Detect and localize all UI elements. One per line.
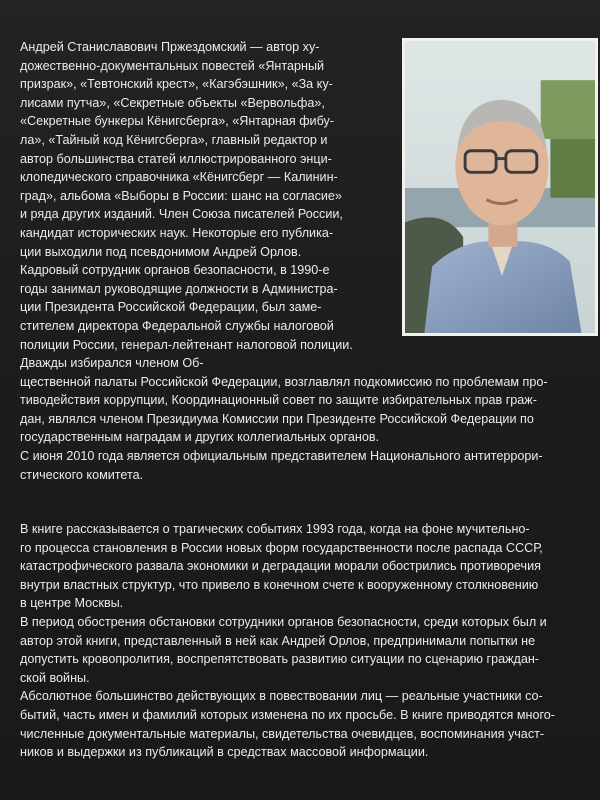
description-line: внутри властных структур, что привело в конечном счете к вооруженному столкновению (20, 577, 539, 592)
bio-line: тиводействия коррупции, Координационный совет по защите избирательных прав граж- (20, 393, 537, 408)
bio-line: ции Президента Российской Федерации, был заме- (20, 300, 322, 315)
bio-line: призрак», «Тевтонский крест», «Кагэбэшник», «За ку- (20, 77, 333, 92)
bio-line: полиции России, генерал-лейтенант налоговой полиции. (20, 337, 353, 352)
bio-line: град», альбома «Выборы в России: шанс на согласие» (20, 188, 342, 203)
description-line: ников и выдержки из публикаций в средствах массовой информации. (20, 745, 429, 760)
description-line: го процесса становления в России новых форм государственности после распада СССР, (20, 540, 543, 555)
description-line: катастрофического развала экономики и деградации морали обострились противоречия (20, 559, 541, 574)
bio-line: автор большинства статей иллюстрированного энци- (20, 151, 332, 166)
bio-line: ла», «Тайный код Кёнигсберга», главный редактор и (20, 132, 328, 147)
bio-line: Андрей Станиславович Пржездомский — автор ху- (20, 40, 320, 54)
bio-line: дожественно-документальных повестей «Янтарный (20, 58, 325, 73)
author-photo (402, 38, 598, 336)
bio-line: клопедического справочника «Кёнигсберг — Калинин- (20, 170, 338, 185)
description-line: Абсолютное большинство действующих в повествовании лиц — реальные участники со- (20, 689, 543, 704)
description-line: численные документальные материалы, свидетельства очевидцев, воспоминания участ- (20, 726, 545, 741)
description-line: ской войны. (20, 670, 90, 685)
bio-line: дан, являлся членом Президиума Комиссии при Президенте Российской Федерации по (20, 411, 534, 426)
book-description (20, 520, 586, 762)
bio-line: кандидат исторических наук. Некоторые его публика- (20, 225, 334, 240)
author-bio-top (20, 38, 388, 354)
description-line: допустить кровопролития, воспрепятствовать развитию ситуации по сценарию граждан- (20, 652, 540, 667)
bio-line: стического комитета. (20, 467, 144, 482)
bio-line: и ряда других изданий. Член Союза писателей России, (20, 207, 343, 222)
bio-line: годы занимал руководящие должности в Администра- (20, 281, 338, 296)
bio-line: ции выходили под псевдонимом Андрей Орлов. (20, 244, 302, 259)
description-line: в центре Москвы. (20, 596, 124, 611)
bio-line: лисами путча», «Секретные объекты «Вервольфа», (20, 95, 325, 110)
description-line: бытий, часть имен и фамилий которых изменена по их просьбе. В книге приводятся много- (20, 707, 556, 722)
description-line: В книге рассказывается о трагических событиях 1993 года, когда на фоне мучительно- (20, 522, 530, 536)
bio-line: Кадровый сотрудник органов безопасности, в 1990-е (20, 263, 330, 278)
bio-line: стителем директора Федеральной службы налоговой (20, 318, 334, 333)
bio-line: Дважды избирался членом Об- (20, 356, 204, 370)
description-line: автор этой книги, представленный в ней как Андрей Орлов, предпринимали попытки не (20, 633, 536, 648)
bio-line: государственным наградам и других коллегиальных органов. (20, 430, 380, 445)
bio-line: «Секретные бункеры Кёнигсберга», «Янтарная фибу- (20, 114, 335, 129)
description-line: В период обострения обстановки сотрудники органов безопасности, среди которых был и (20, 614, 547, 629)
bio-line: С июня 2010 года является официальным представителем Национального антитеррори- (20, 448, 543, 463)
author-bio-continued (20, 354, 586, 484)
bio-line: щественной палаты Российской Федерации, возглавлял подкомиссию по проблемам про- (20, 374, 548, 389)
